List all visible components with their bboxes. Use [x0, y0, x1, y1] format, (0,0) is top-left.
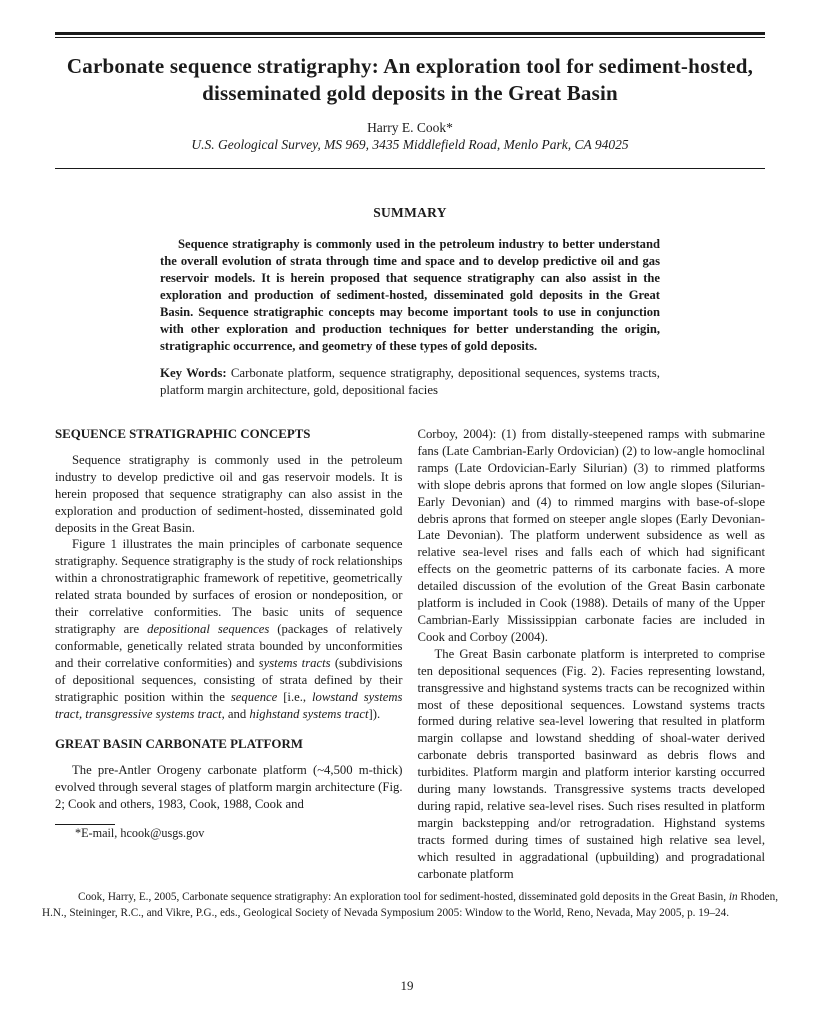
section-heading-sequence-stratigraphic-concepts: SEQUENCE STRATIGRAPHIC CONCEPTS: [55, 427, 311, 441]
body-paragraph: The Great Basin carbonate platform is interpreted to comprise ten depositional sequences (Fig. 2). Facies representing lowstand, transgressive and highstand systems tracts can be recognized within most of these depositional sequences. Lowstand systems tracts formed during relative sea-level lowering that resulted in platform margin collapse and lowstand shedding of shoal-water derived carbonate debris transported basinward as debris flows and turbidites. Platform margin and platform interior karsting occurred during many lowstands. Transgressive systems tracts developed during rapid, relative sea-level rises. Such rises resulted in platform margin backstepping and/or retrogradation. Highstand systems tracts formed during times of sustained high relative sea level, which resulted in aggradational (upbuilding) and progradational carbonate platform: [417, 646, 765, 881]
page-number: 19: [400, 978, 414, 993]
left-column: [55, 426, 403, 882]
summary-body: Sequence stratigraphy is commonly used in the petroleum industry to better understand the overall evolution of strata through time and space and to develop predictive oil and gas reservoir models. It is herein proposed that sequence stratigraphy can also assist in the exploration and production of sediment-hosted, disseminated gold deposits in the Great Basin. Sequence stratigraphic concepts may become important tools to use in conjunction with other exploration and production techniques for better understanding the origin, stratigraphic occurrence, and geometry of these types of gold deposits.: [160, 237, 660, 353]
body-paragraph: Sequence stratigraphy is commonly used in the petroleum industry to develop predictive oil and gas reservoir models. It is herein proposed that sequence stratigraphy can also assist in the exploration and production of sediment-hosted, disseminated gold deposits in the Great Basin.: [55, 452, 403, 535]
body-paragraph: The pre-Antler Orogeny carbonate platform (~4,500 m-thick) evolved through several stages of platform margin architecture (Fig. 2; Cook and others, 1983, Cook, 1988, Cook and: [55, 763, 403, 812]
author-affiliation: U.S. Geological Survey, MS 969, 3435 Middlefield Road, Menlo Park, CA 94025: [191, 137, 629, 152]
right-column: [418, 426, 766, 882]
page-content: [42, 0, 778, 921]
two-column-body: [55, 426, 765, 882]
summary-section: [160, 205, 660, 399]
keywords-paragraph: [160, 365, 660, 399]
email-footnote: *E-mail, hcook@usgs.gov: [75, 826, 205, 841]
keywords-list: Carbonate platform, sequence stratigraphy, depositional sequences, systems tracts, platform margin architecture, gold, depositional facies: [160, 366, 660, 397]
author-name: Harry E. Cook*: [367, 120, 453, 135]
citation-footnote: Cook, Harry, E., 2005, Carbonate sequence stratigraphy: An exploration tool for sediment-hosted, disseminated gold deposits in the Great Basin, in Rhoden, H.N., Steininger, R.C., and Vikre, P.G., eds., Geological Society of Nevada Symposium 2005: Window to the World, Reno, Nevada, May 2005, p. 19–24.: [42, 891, 778, 919]
keywords-label: Key Words:: [160, 366, 227, 380]
section-heading-great-basin-carbonate-platform: GREAT BASIN CARBONATE PLATFORM: [55, 737, 303, 752]
summary-heading: SUMMARY: [373, 205, 447, 220]
header-rule: [55, 168, 765, 169]
paper-title: Carbonate sequence stratigraphy: An exploration tool for sediment-hosted, disseminated gold deposits in the Great Basin: [66, 54, 754, 105]
top-double-rule: [55, 32, 765, 38]
body-paragraph: Figure 1 illustrates the main principles of carbonate sequence stratigraphy. Sequence stratigraphy is the study of rock relationships within a chronostratigraphic framework of repetitive, geometrically related strata bounded by surfaces of erosion or nondeposition, or their correlative conformities. The basic units of sequence stratigraphy are depositional sequences (packages of relatively conformable, genetically related strata bounded by unconformities and their correlative conformities) and systems tracts (subdivisions of depositional sequences, consisting of strata defined by their stratigraphic position within the sequence [i.e., lowstand systems tract, transgressive systems tract, and highstand systems tract]).: [55, 537, 403, 721]
body-paragraph: Corboy, 2004): (1) from distally-steepened ramps with submarine fans (Late Cambrian-Early Ordovician) (2) to low-angle homoclinal ramps (Late Ordovician-Early Silurian) (3) to rimmed platforms with slope debris aprons that formed on low angle slopes (Silurian-Early Devonian) and (4) to rimmed margins with base-of-slope debris aprons that formed on steeper angle slopes (Early Devonian-Late Devonian). The platform underwent subsidence as well as relative sea-level rises and falls each of which had significant effects on the geometric patterns of its carbonate facies. A more detailed discussion of the evolution of the Great Basin carbonate platform is included in Cook (1988). Details of many of the Upper Cambrian-Early Mississippian carbonate facies are included in Cook and Corboy (2004).: [417, 427, 765, 644]
